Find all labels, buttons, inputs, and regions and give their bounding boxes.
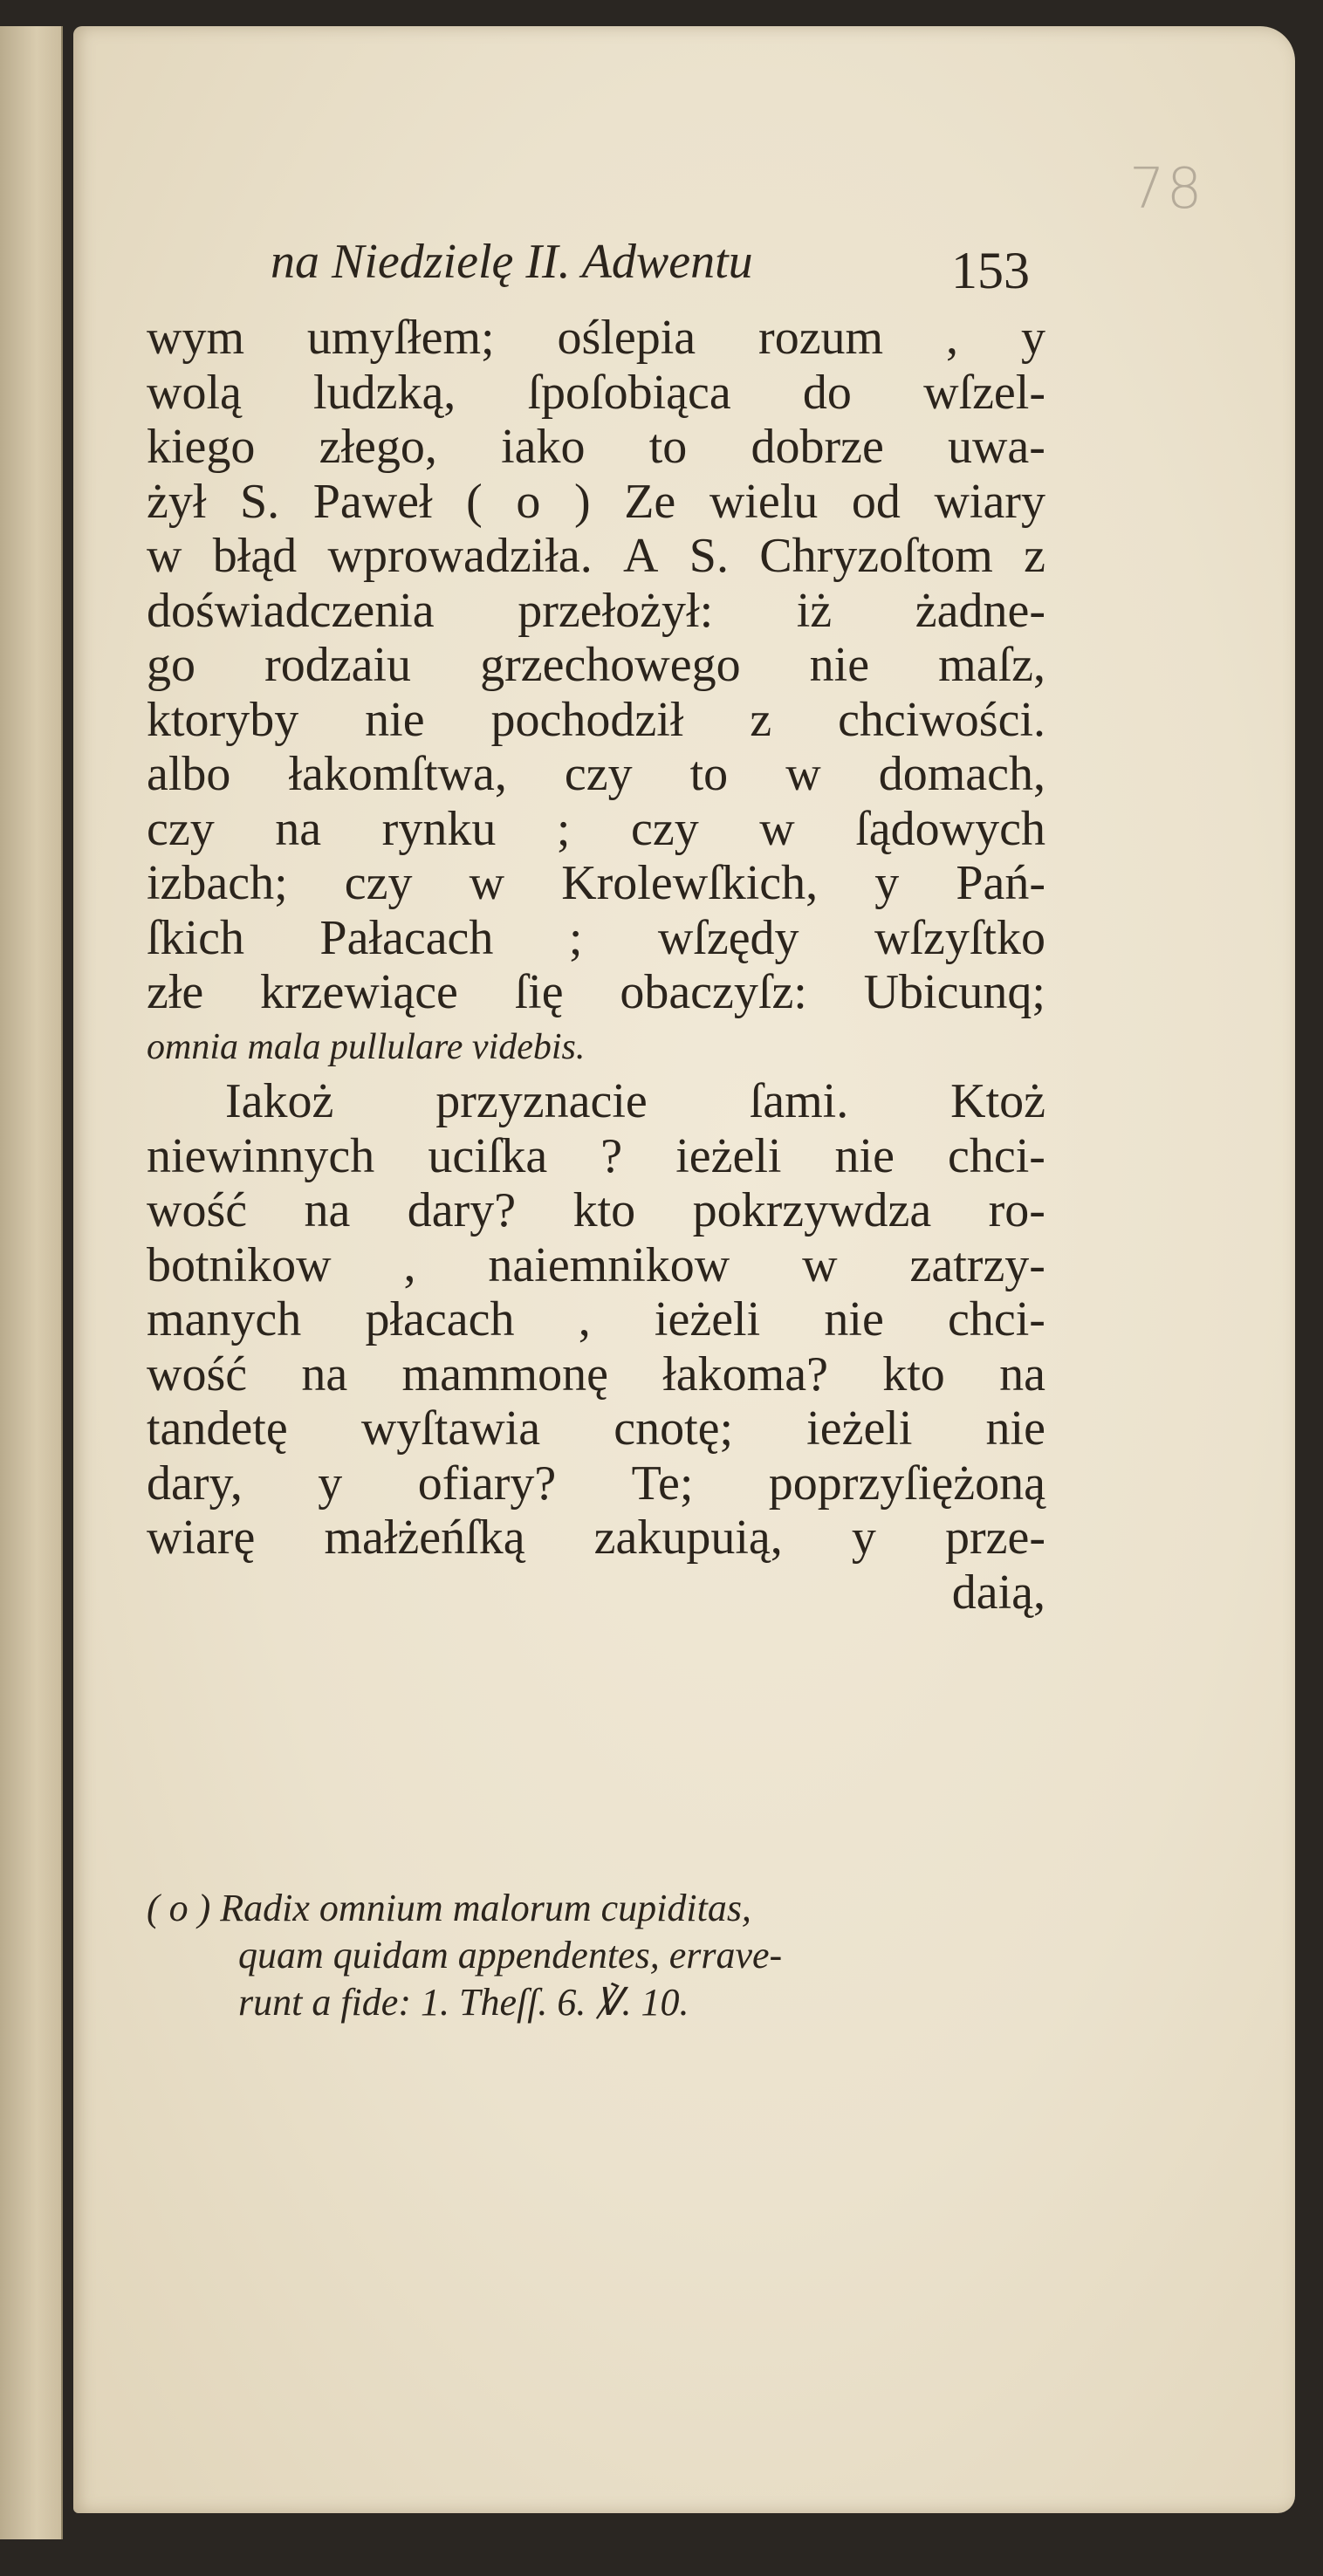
running-title: na Niedzielę II. Adwentu xyxy=(271,235,753,289)
text-line: złe krzewiące ſię obaczyſz: Ubicunq; xyxy=(147,965,1045,1019)
page-number: 153 xyxy=(951,242,1030,299)
text-line: daią, xyxy=(951,1565,1045,1620)
text-line: botnikow , naiemnikow w zatrzy- xyxy=(147,1237,1045,1292)
text-line: tandetę wyſtawia cnotę; ieżeli nie xyxy=(147,1401,1045,1456)
text-line: doświadczenia przełożył: iż żadne- xyxy=(147,583,1045,638)
text-line: wym umyſłem; oślepia rozum , y xyxy=(147,311,1045,365)
text-line: w błąd wprowadziła. A S. Chryzoſtom z xyxy=(147,529,1045,583)
text-line: wiarę małżeńſką zakupuią, y prze- xyxy=(147,1511,1045,1565)
footnote xyxy=(147,1885,1045,2026)
text-line: manych płacach , ieżeli nie chci- xyxy=(147,1292,1045,1346)
text-line: żył S. Paweł ( o ) Ze wielu od wiary xyxy=(147,474,1045,529)
text-line: dary, y ofiary? Te; poprzyſiężoną xyxy=(147,1456,1045,1511)
text-line: ſkich Pałacach ; wſzędy wſzyſtko xyxy=(147,910,1045,965)
footnote-line: ( o ) Radix omnium malorum cupiditas, xyxy=(147,1887,751,1929)
text-line: albo łakomſtwa, czy to w domach, xyxy=(147,747,1045,801)
page-header xyxy=(271,234,1030,304)
pencil-page-number: 78 xyxy=(1129,157,1204,222)
text-line: czy na rynku ; czy w ſądowych xyxy=(147,801,1045,856)
text-line: wość na dary? kto pokrzywdza ro- xyxy=(147,1183,1045,1237)
text-line: wolą ludzką, ſpoſobiąca do wſzel- xyxy=(147,365,1045,420)
text-line: go rodzaiu grzechowego nie maſz, xyxy=(147,638,1045,692)
text-line: wość na mammonę łakoma? kto na xyxy=(147,1346,1045,1401)
text-line: kiego złego, iako to dobrze uwa- xyxy=(147,420,1045,474)
left-page-edge xyxy=(0,26,63,2539)
text-line: izbach; czy w Krolewſkich, y Pań- xyxy=(147,856,1045,910)
text-line: niewinnych uciſka ? ieżeli nie chci- xyxy=(147,1128,1045,1183)
text-line: omnia mala pullulare videbis. xyxy=(147,1026,586,1067)
text-line: ktoryby nie pochodził z chciwości. xyxy=(147,692,1045,747)
text-line: Iakoż przyznacie ſami. Ktoż xyxy=(225,1074,1045,1128)
footnote-line: quam quidam appendentes, errave- xyxy=(238,1934,783,1977)
footnote-line: runt a fide: 1. Theſſ. 6. ℣. 10. xyxy=(238,1981,689,2024)
body-text xyxy=(147,311,1045,1620)
